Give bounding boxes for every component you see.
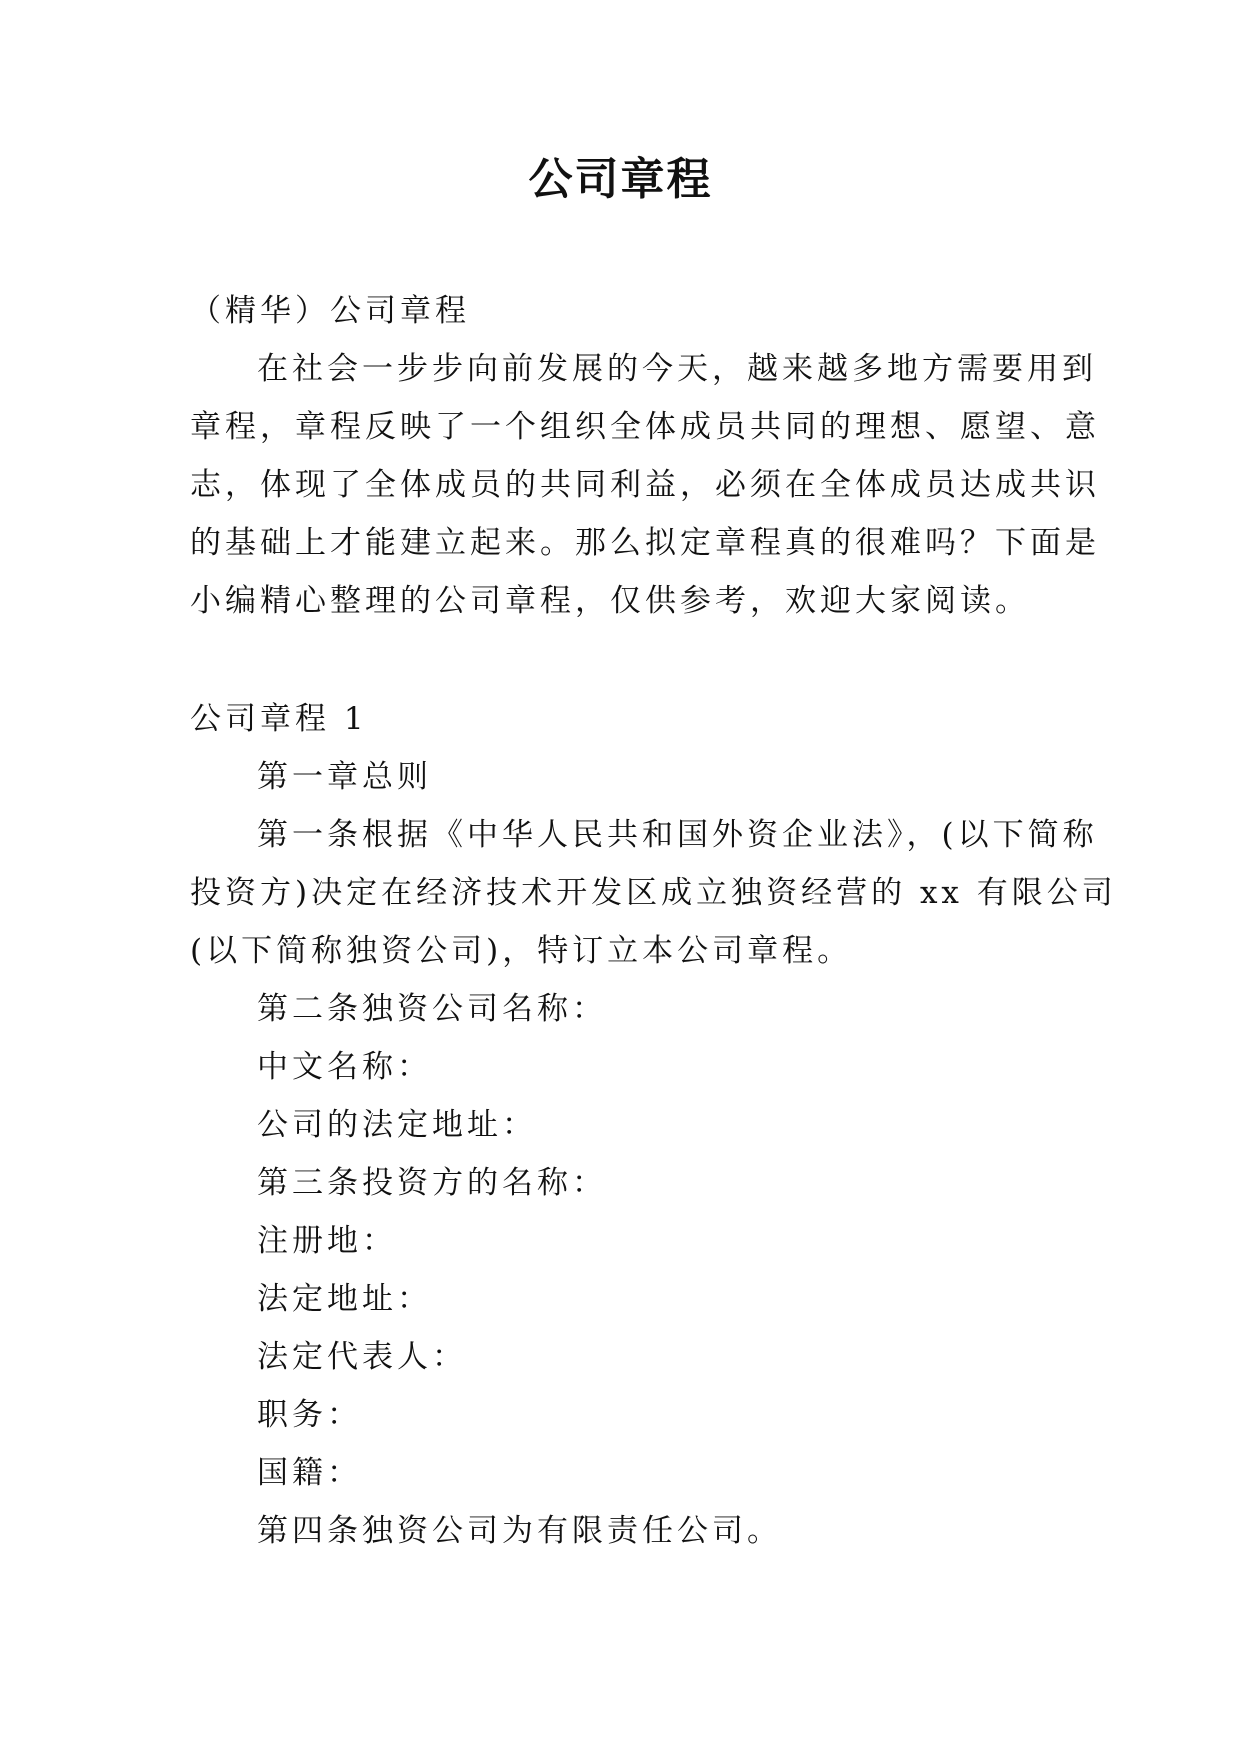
article-1-paragraph bbox=[190, 806, 1117, 980]
document-subtitle: （精华）公司章程 bbox=[190, 293, 470, 329]
field-line: 第三条投资方的名称： bbox=[257, 1165, 607, 1201]
section-gap bbox=[190, 630, 1052, 690]
intro-line: 的基础上才能建立起来。那么拟定章程真的很难吗？下面是 bbox=[190, 525, 1100, 561]
field-line: 法定地址： bbox=[257, 1281, 432, 1317]
field-line: 职务： bbox=[257, 1397, 362, 1433]
field-line: 注册地： bbox=[257, 1223, 397, 1259]
intro-line: 志，体现了全体成员的共同利益，必须在全体成员达成共识 bbox=[190, 467, 1100, 503]
article-line: 第一条根据《中华人民共和国外资企业法》，(以下简称 bbox=[257, 817, 1098, 853]
field-line: 第四条独资公司为有限责任公司。 bbox=[257, 1513, 782, 1549]
document-body bbox=[190, 282, 1117, 1560]
intro-line: 小编精心整理的公司章程，仅供参考，欢迎大家阅读。 bbox=[190, 583, 1030, 619]
article-line: (以下简称独资公司)，特订立本公司章程。 bbox=[190, 933, 853, 969]
field-line: 第二条独资公司名称： bbox=[257, 991, 607, 1027]
field-line: 中文名称： bbox=[257, 1049, 432, 1085]
document-title: 公司章程 bbox=[528, 154, 713, 205]
article-line: 投资方)决定在经济技术开发区成立独资经营的 xx 有限公司 bbox=[190, 875, 1117, 911]
field-line: 法定代表人： bbox=[257, 1339, 467, 1375]
intro-line: 章程，章程反映了一个组织全体成员共同的理想、愿望、意 bbox=[190, 409, 1100, 445]
chapter-heading: 第一章总则 bbox=[257, 759, 432, 795]
field-list bbox=[190, 980, 1052, 1560]
field-line: 国籍： bbox=[257, 1455, 362, 1491]
field-line: 公司的法定地址： bbox=[257, 1107, 537, 1143]
intro-paragraph bbox=[190, 340, 1100, 630]
section-heading: 公司章程 1 bbox=[190, 701, 368, 737]
intro-line: 在社会一步步向前发展的今天，越来越多地方需要用到 bbox=[257, 351, 1097, 387]
